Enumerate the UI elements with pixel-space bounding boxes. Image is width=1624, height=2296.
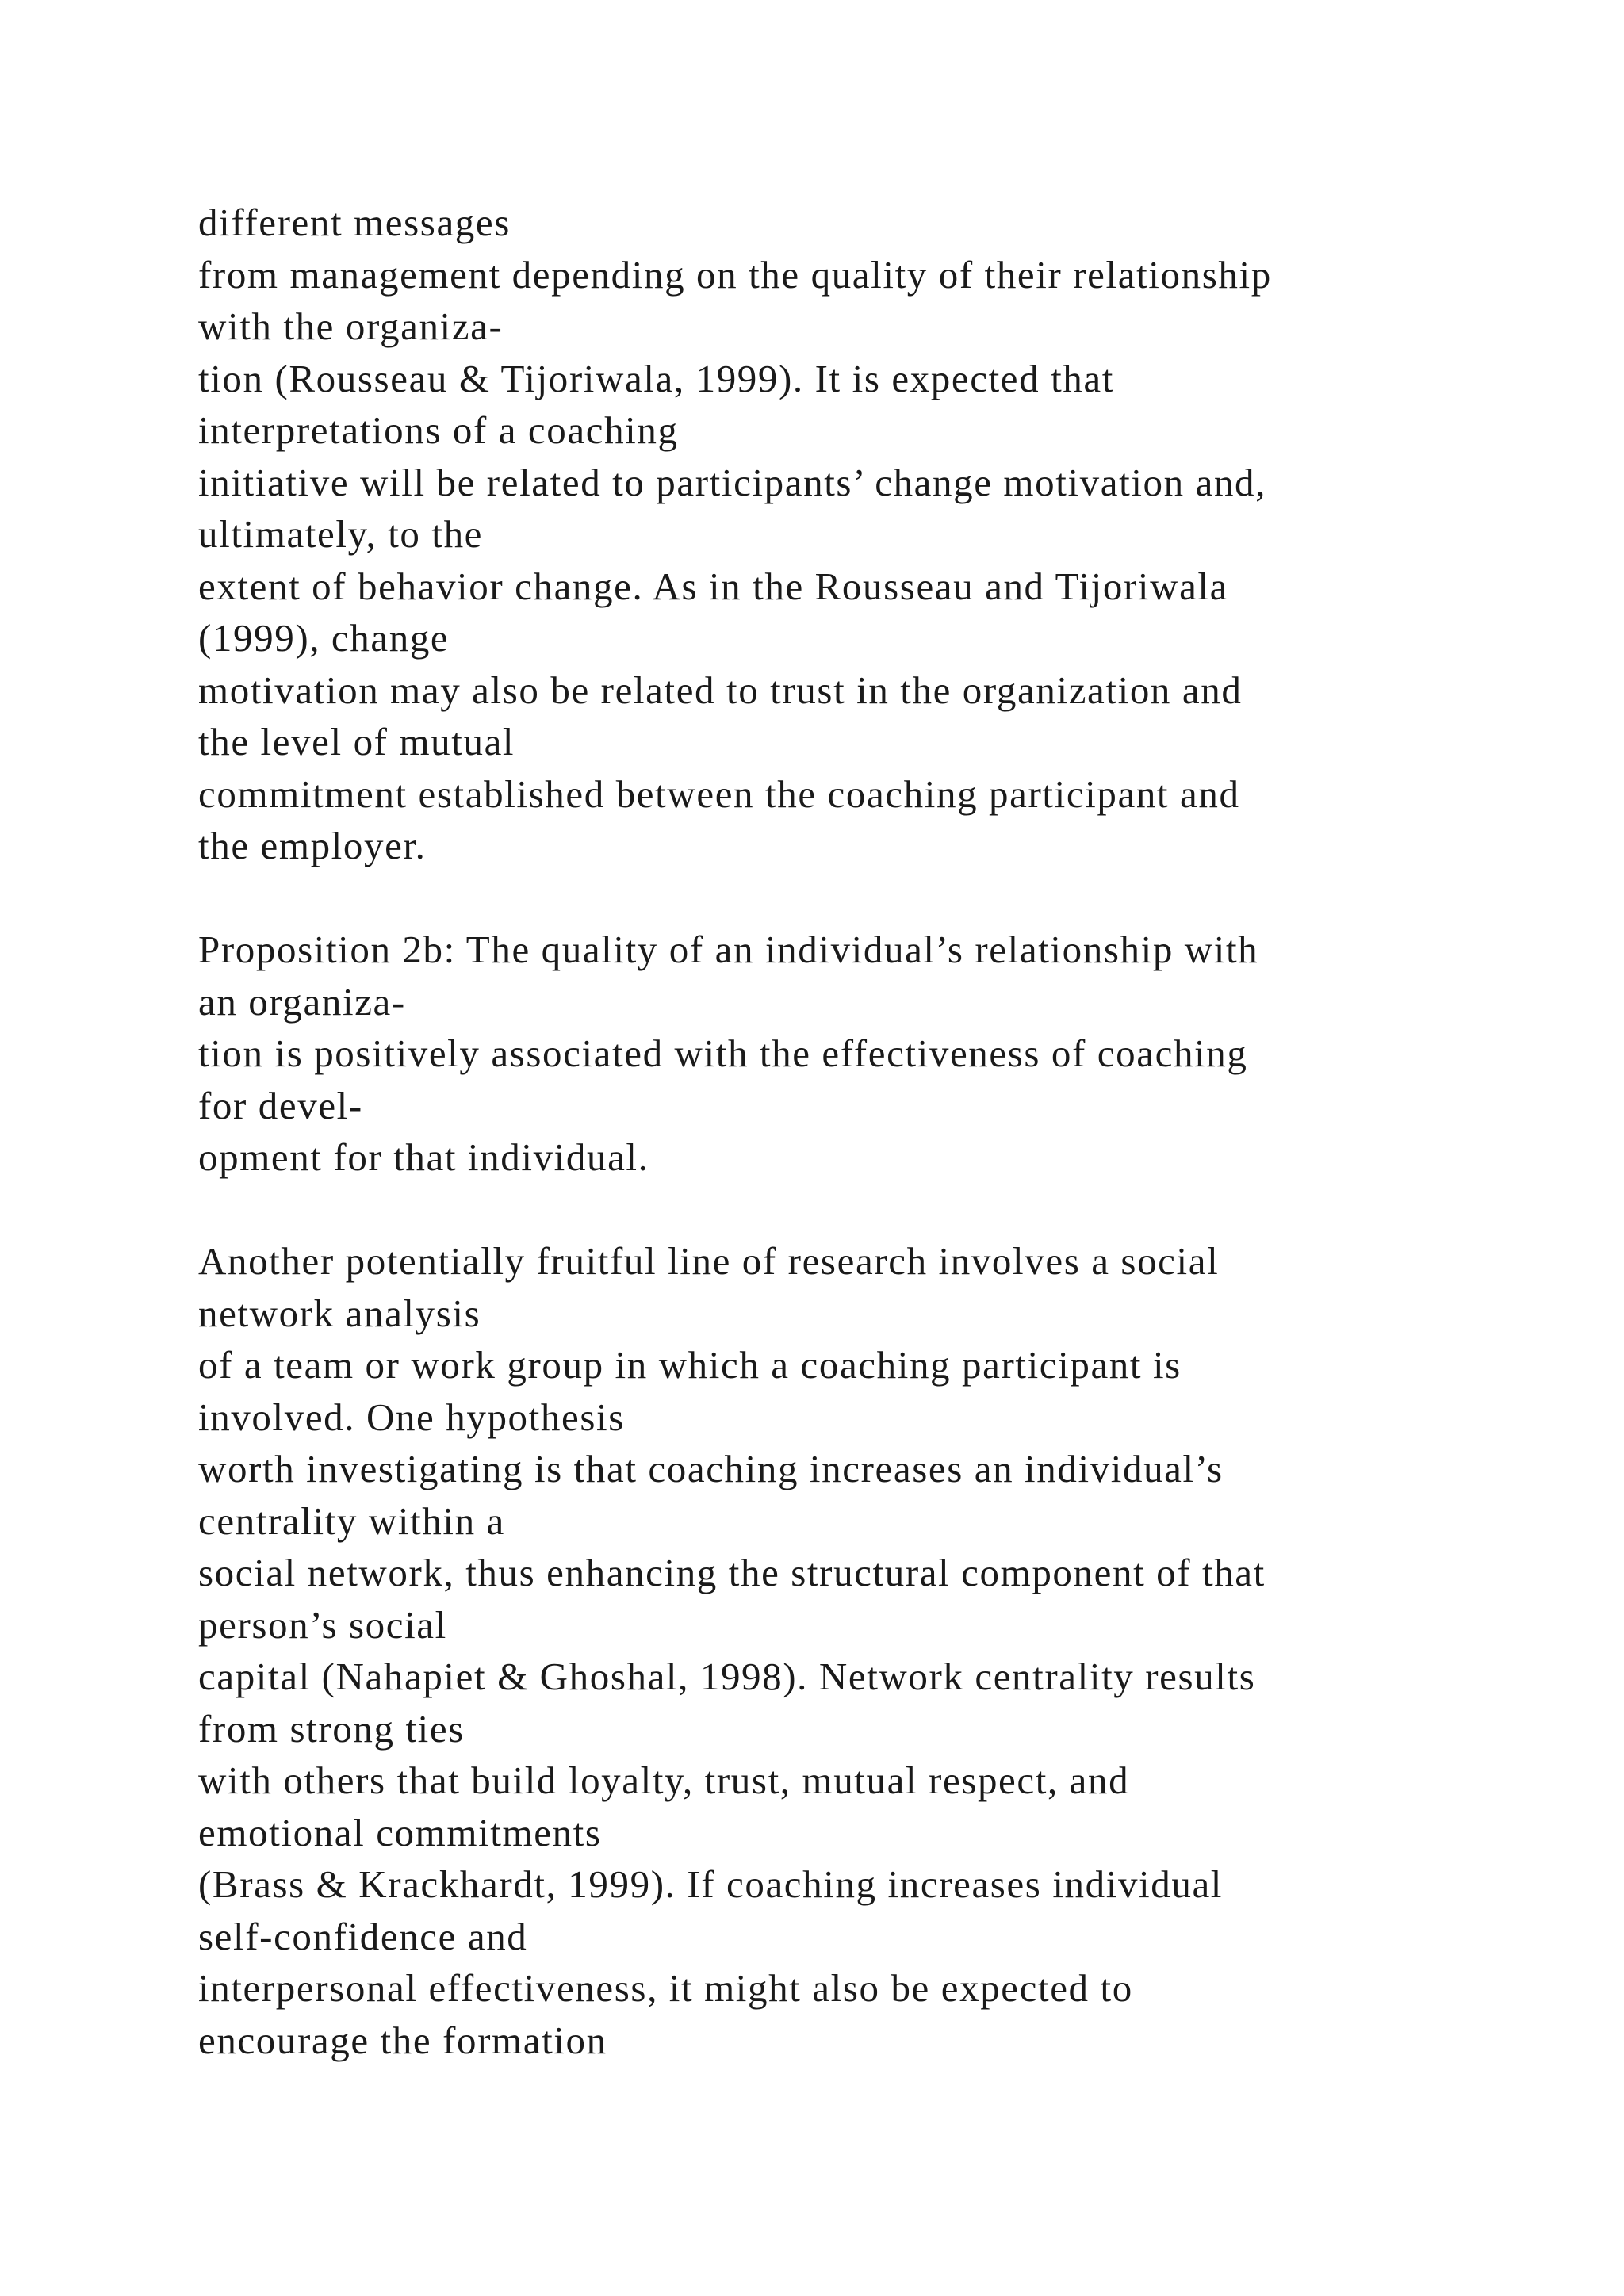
paragraph-break [198,1184,1546,1236]
paragraph-3-line-1: Another potentially fruitful line of research involves a social [198,1239,1220,1283]
paragraph-3-line-9: capital (Nahapiet & Ghoshal, 1998). Network centrality results [198,1655,1256,1698]
body-text [198,197,1546,2066]
paragraph-3-line-16: encourage the formation [198,2018,607,2062]
paragraph-3-line-7: social network, thus enhancing the structural component of that [198,1551,1266,1594]
proposition-line-5: opment for that individual. [198,1135,649,1179]
paragraph-1-line-3: with the organiza- [198,304,504,348]
paragraph-1-line-4: tion (Rousseau & Tijoriwala, 1999). It is expected that [198,356,1114,400]
paragraph-1-line-1: different messages [198,201,511,244]
paragraph-1-line-2: from management depending on the quality of their relationship [198,252,1272,297]
paragraph-1-line-10: motivation may also be related to trust in the organization and [198,668,1243,712]
paragraph-1-line-8: extent of behavior change. As in the Rousseau and Tijoriwala [198,564,1228,608]
proposition-line-2: an organiza- [198,979,406,1024]
paragraph-1-line-5: interpretations of a coaching [198,408,679,452]
paragraph-3-line-14: self-confidence and [198,1914,528,1958]
paragraph-3-line-2: network analysis [198,1291,481,1335]
paragraph-3-line-6: centrality within a [198,1498,505,1543]
paragraph-1-line-13: the employer. [198,824,427,867]
paragraph-3-line-10: from strong ties [198,1706,465,1751]
paragraph-3-line-5: worth investigating is that coaching increases an individual’s [198,1447,1224,1490]
proposition-line-4: for devel- [198,1083,363,1127]
proposition-line-1: Proposition 2b: The quality of an individual’s relationship with [198,928,1259,971]
paragraph-1-line-12: commitment established between the coaching participant and [198,771,1240,816]
paragraph-1-line-11: the level of mutual [198,720,515,763]
paragraph-3-line-15: interpersonal effectiveness, it might also be expected to [198,1966,1133,2010]
paragraph-3-line-8: person’s social [198,1602,447,1647]
paragraph-3-line-3: of a team or work group in which a coaching participant is [198,1343,1182,1387]
paragraph-3-line-4: involved. One hypothesis [198,1395,625,1439]
paragraph-1-line-6: initiative will be related to participants’ change motivation and, [198,460,1266,504]
paragraph-3-line-13: (Brass & Krackhardt, 1999). If coaching increases individual [198,1862,1224,1906]
paragraph-1-line-9: (1999), change [198,616,450,660]
paragraph-1-line-7: ultimately, to the [198,512,484,556]
paragraph-3-line-12: emotional commitments [198,1810,602,1854]
proposition-line-3: tion is positively associated with the effectiveness of coaching [198,1031,1248,1075]
paragraph-3-line-11: with others that build loyalty, trust, mutual respect, and [198,1758,1130,1802]
paragraph-break [198,872,1546,924]
